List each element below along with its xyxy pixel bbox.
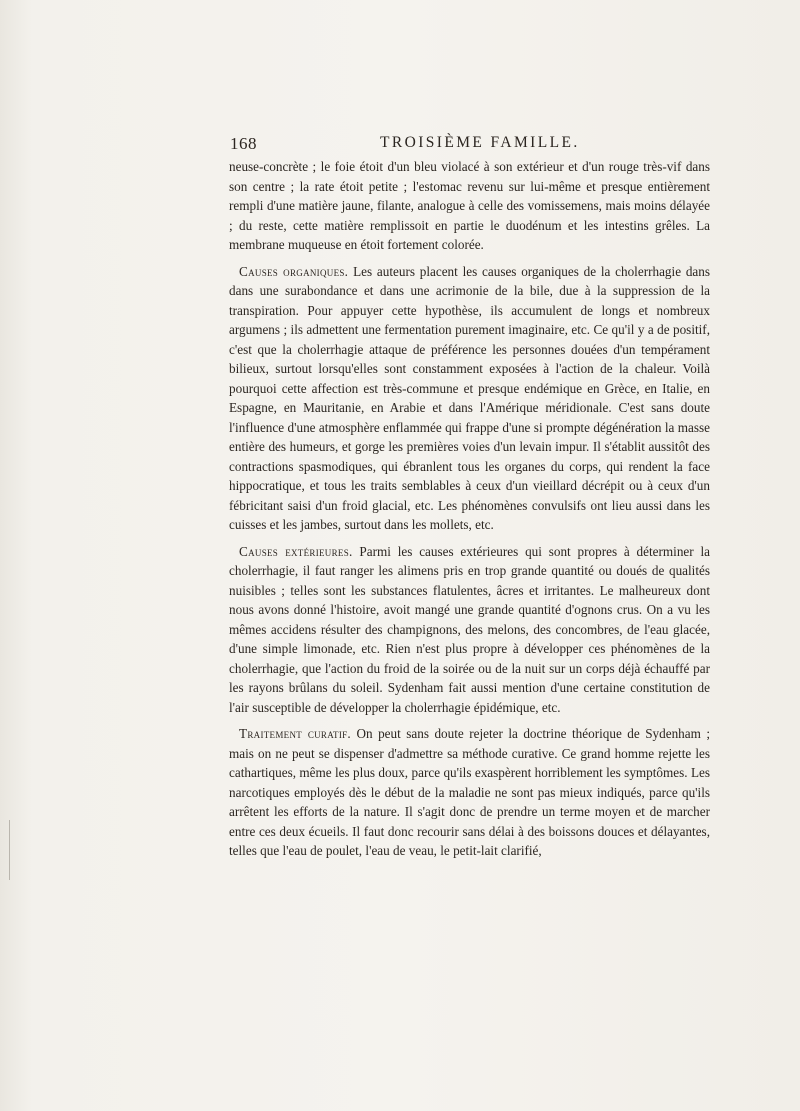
page-number: 168 xyxy=(230,134,257,153)
paragraph-text: neuse-concrète ; le foie étoit d'un bleu violacé à son extérieur et d'un rouge très-vif dans son centre ; la rate étoit petite ; l'estomac revenu sur lui-même et presque entièrement rempli d'une matière jaune, filante, analogue à celle des vomissemens, mais moins délayée ; du reste, cette matière remplissoit en partie le duodénum et les intestins grêles. La membrane muqueuse en étoit fortement colorée. xyxy=(229,159,710,252)
section-heading-causes-organiques: Causes organiques. xyxy=(239,263,349,279)
running-head: TROISIÈME FAMILLE. xyxy=(380,134,580,151)
section-heading-traitement-curatif: Traitement curatif. xyxy=(239,726,352,741)
binding-edge-mark xyxy=(9,820,10,880)
paragraph-text: Parmi les causes extérieures qui sont propres à déterminer la cholerrhagie, il faut ranger les alimens pris en trop grande quantité ou doués de qualités nuisibles ; telles sont les substances flatulentes, âcres et irritantes. Le malheureux dont nous avons donné l'histoire, avoit mangé une grande quantité d'ognons crus. On a vu les mêmes accidens résulter des champignons, des melons, des concombres, de l'eau glacée, d'une simple limonade, etc. Rien n'est plus propre à développer ces phénomènes de la cholerrhagie, que l'action du froid de la soirée ou de la nuit sur un corps déjà échauffé par les rayons brûlans du soleil. Sydenham fait aussi mention d'une certaine constitution de l'air susceptible de développer la cholerrhagie épidémique, etc. xyxy=(229,543,710,715)
paragraph-causes-exterieures xyxy=(229,542,710,718)
paragraph-autopsy-continuation xyxy=(229,157,710,255)
paragraph-traitement-curatif xyxy=(229,724,710,861)
paragraph-causes-organiques xyxy=(229,262,710,535)
page-header xyxy=(230,134,710,156)
body-text xyxy=(229,157,710,861)
paragraph-text: Les auteurs placent les causes organiques de la cholerrhagie dans dans une surabondance et dans une acrimonie de la bile, due à la suppression de la transpiration. Pour appuyer cette hypothèse, ils accumulent de longs et nombreux argumens ; ils admettent une fermentation purement imaginaire, etc. Ce qu'il y a de positif, c'est que la cholerrhagie attaque de préférence les personnes douées d'un tempérament bilieux, surtout lorsqu'elles sont constamment exposées à l'action de la chaleur. Voilà pourquoi cette affection est très-commune et presque endémique en Grèce, en Italie, en Espagne, en Mauritanie, en Arabie et dans l'Amérique méridionale. C'est sans doute l'influence d'une atmosphère enflammée qui frappe d'une si prompte dégénération la masse entière des humeurs, et gorge les premières voies d'un levain impur. Il s'établit aussitôt des contractions spasmodiques, qui ébranlent tous les organes du corps, qui rendent la face hippocratique, et tous les traits semblables à ceux d'un vieillard décrépit ou à ceux d'un fébricitant saisi d'un froid glacial, etc. Les phénomènes convulsifs ont lieu aussi dans les cuisses et les jambes, surtout dans les mollets, etc. xyxy=(229,263,710,532)
paragraph-text: On peut sans doute rejeter la doctrine théorique de Sydenham ; mais on ne peut se dispenser d'admettre sa méthode curative. Ce grand homme rejette les cathartiques, même les plus doux, parce qu'ils exaspèrent horriblement les symptômes. Les narcotiques employés dès le début de la maladie ne sont pas mieux indiqués, parce qu'ils arrêtent les efforts de la nature. Il s'agit donc de prendre un terme moyen et de marcher entre ces deux écueils. Il faut donc recourir sans délai à des boissons douces et délayantes, telles que l'eau de poulet, l'eau de veau, le petit-lait clarifié, xyxy=(229,726,710,858)
section-heading-causes-exterieures: Causes extérieures. xyxy=(239,543,353,559)
